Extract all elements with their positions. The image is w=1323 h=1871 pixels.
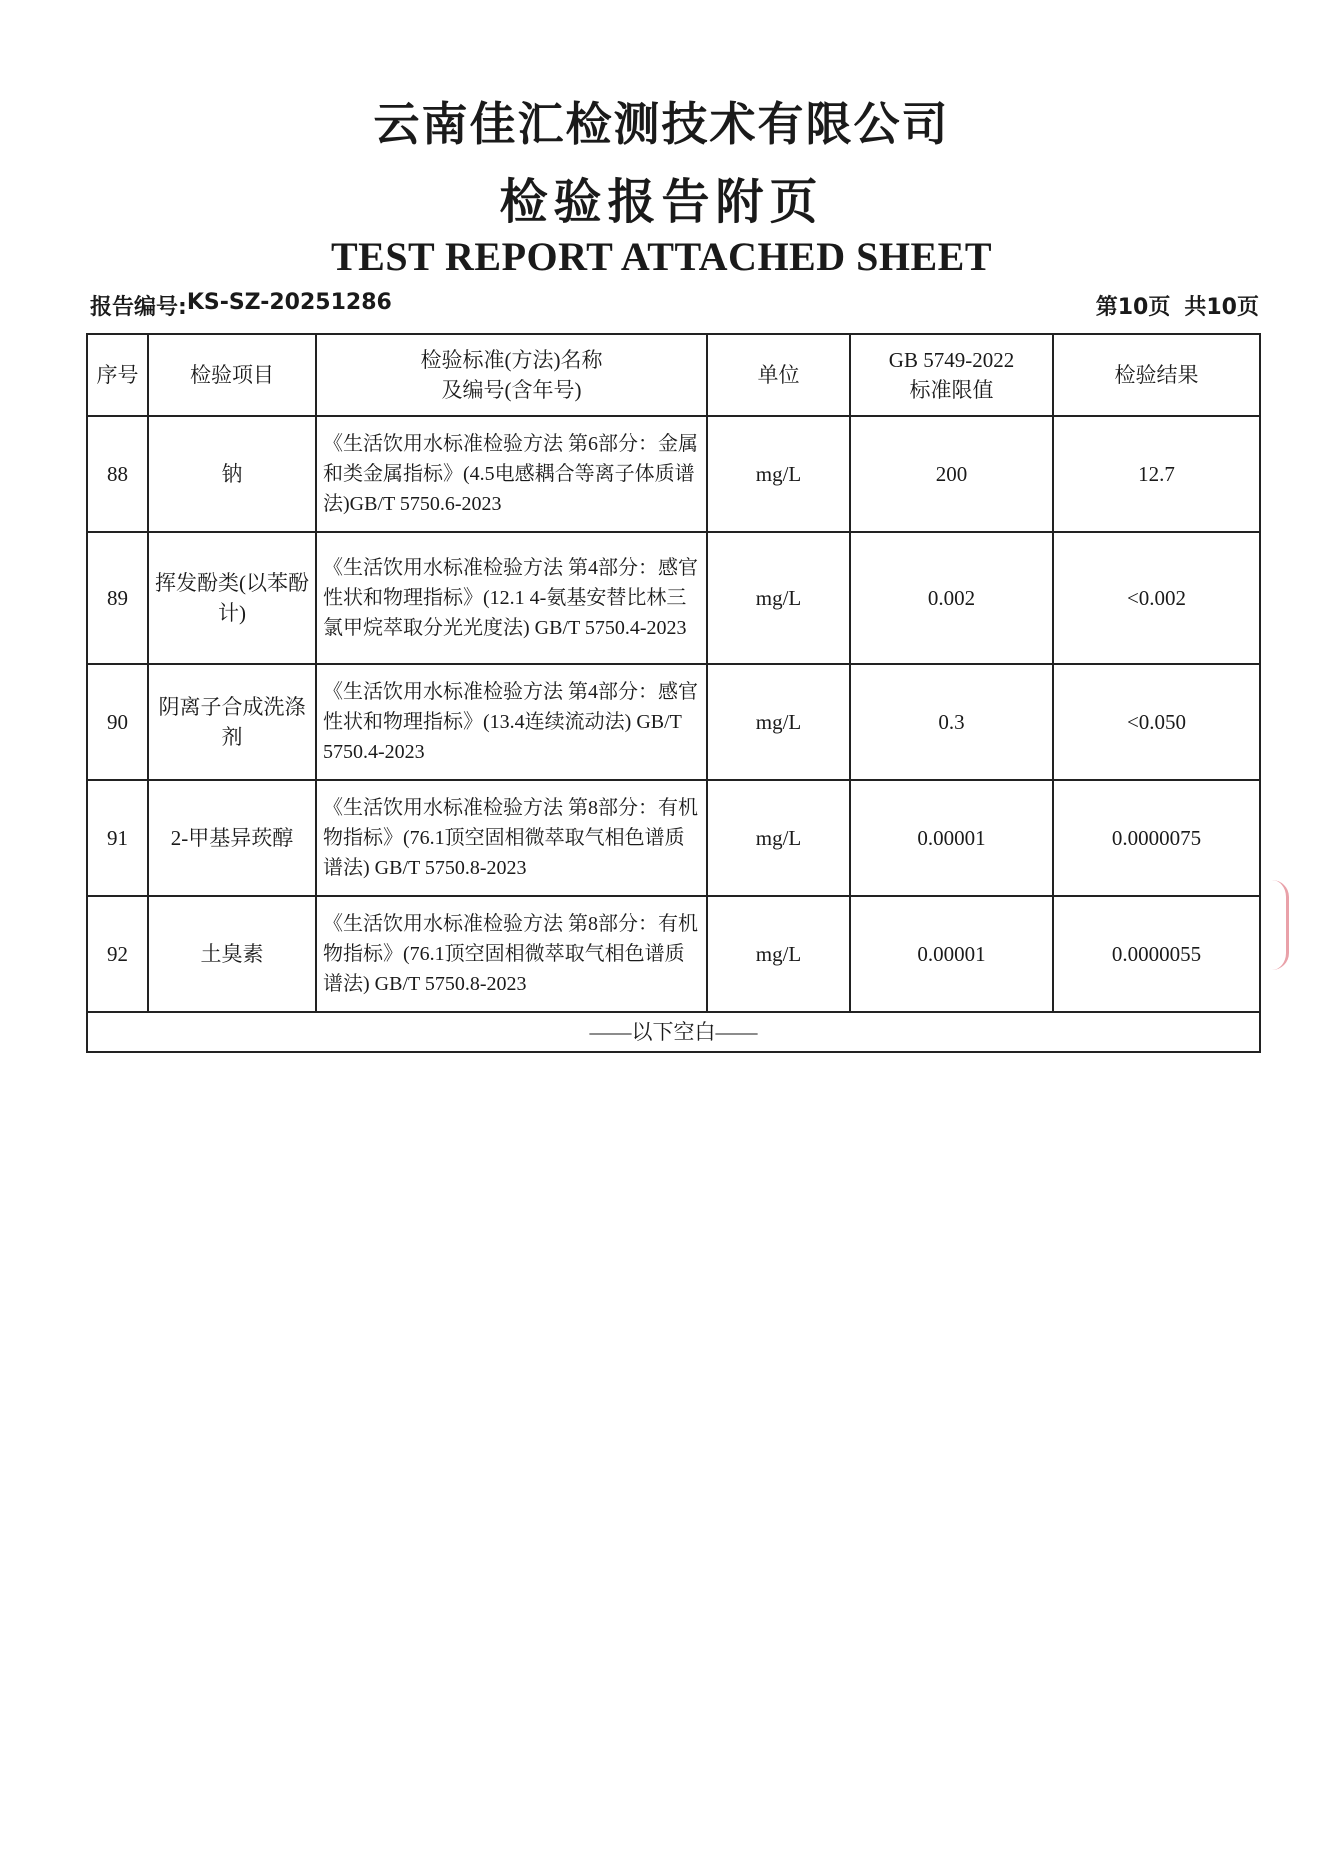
header-method-line2: 及编号(含年号): [441, 378, 582, 402]
table-row: [87, 896, 1260, 1012]
cell-item: 2-甲基异莰醇: [148, 780, 316, 896]
report-number-label: 报告编号:: [90, 295, 187, 320]
cell-method: 《生活饮用水标准检验方法 第6部分：金属和类金属指标》(4.5电感耦合等离子体质谱法)GB/T 5750.6-2023: [316, 416, 707, 532]
header-limit: [850, 334, 1053, 416]
cell-limit: 0.00001: [850, 896, 1053, 1012]
cell-method: 《生活饮用水标准检验方法 第4部分：感官性状和物理指标》(13.4连续流动法) GB/T 5750.4-2023: [316, 664, 707, 780]
cell-unit: mg/L: [707, 664, 850, 780]
table-row: [87, 532, 1260, 664]
table-row: [87, 780, 1260, 896]
cell-unit: mg/L: [707, 780, 850, 896]
report-title-en: TEST REPORT ATTACHED SHEET: [330, 234, 993, 279]
cell-seq: 91: [87, 780, 148, 896]
cell-unit: mg/L: [707, 416, 850, 532]
page-indicator: [1096, 290, 1259, 321]
cell-result: <0.002: [1053, 532, 1260, 664]
cell-seq: 88: [87, 416, 148, 532]
page-total: 共10页: [1184, 295, 1259, 320]
cell-result: <0.050: [1053, 664, 1260, 780]
header-unit: 单位: [707, 334, 850, 416]
header-limit-line1: GB 5749-2022: [888, 348, 1015, 372]
cell-method: 《生活饮用水标准检验方法 第8部分：有机物指标》(76.1顶空固相微萃取气相色谱质谱法) GB/T 5750.8-2023: [316, 896, 707, 1012]
header-result: 检验结果: [1053, 334, 1260, 416]
cell-seq: 92: [87, 896, 148, 1012]
cell-item: 土臭素: [148, 896, 316, 1012]
header-limit-line2: 标准限值: [909, 378, 994, 402]
cell-item: 挥发酚类(以苯酚计): [148, 532, 316, 664]
header-item: 检验项目: [148, 334, 316, 416]
report-number: [90, 290, 392, 321]
cell-item: 阴离子合成洗涤剂: [148, 664, 316, 780]
blank-row: [87, 1012, 1260, 1052]
seal-edge-mark: [1272, 880, 1289, 970]
company-name: 云南佳汇检测技术有限公司: [373, 97, 950, 151]
cell-method: 《生活饮用水标准检验方法 第4部分：感官性状和物理指标》(12.1 4-氨基安替比林三氯甲烷萃取分光光度法) GB/T 5750.4-2023: [316, 532, 707, 664]
cell-unit: mg/L: [707, 532, 850, 664]
table-header-row: [87, 334, 1260, 416]
report-title-cn: 检验报告附页: [499, 174, 824, 230]
cell-unit: mg/L: [707, 896, 850, 1012]
cell-limit: 0.002: [850, 532, 1053, 664]
page-current: 第10页: [1095, 295, 1171, 320]
header-method-line1: 检验标准(方法)名称: [420, 348, 603, 372]
cell-result: 0.0000075: [1053, 780, 1260, 896]
blank-note: ——以下空白——: [87, 1012, 1260, 1052]
table-row: [87, 664, 1260, 780]
cell-result: 12.7: [1053, 416, 1260, 532]
cell-method: 《生活饮用水标准检验方法 第8部分：有机物指标》(76.1顶空固相微萃取气相色谱质谱法) GB/T 5750.8-2023: [316, 780, 707, 896]
header-method: [316, 334, 707, 416]
results-table: [86, 333, 1261, 1053]
report-number-value: KS-SZ-20251286: [186, 290, 392, 315]
cell-limit: 200: [850, 416, 1053, 532]
cell-limit: 0.3: [850, 664, 1053, 780]
cell-seq: 89: [87, 532, 148, 664]
header-seq: 序号: [87, 334, 148, 416]
cell-limit: 0.00001: [850, 780, 1053, 896]
cell-result: 0.0000055: [1053, 896, 1260, 1012]
table-row: [87, 416, 1260, 532]
cell-item: 钠: [148, 416, 316, 532]
report-meta: [90, 290, 1259, 321]
cell-seq: 90: [87, 664, 148, 780]
